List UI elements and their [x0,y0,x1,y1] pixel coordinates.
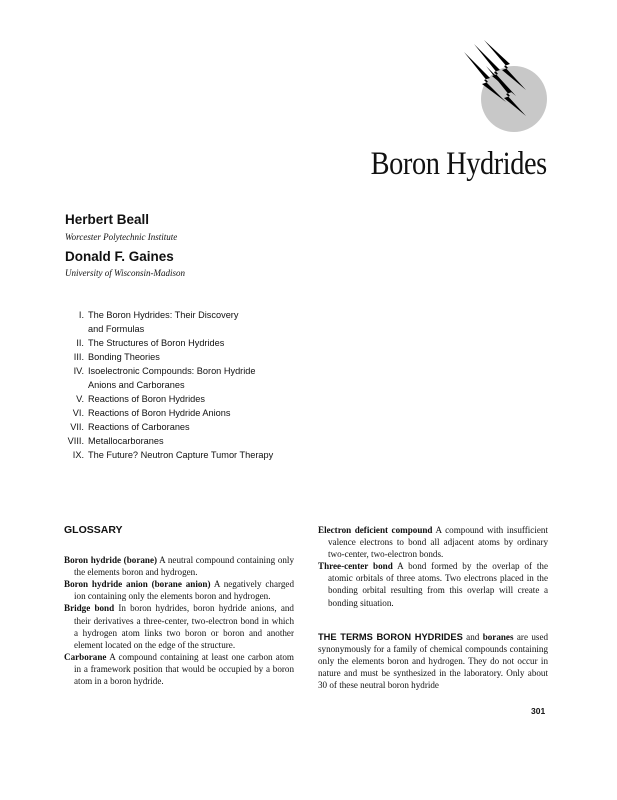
toc-item-label: The Structures of Boron Hydrides [88,338,225,348]
toc-item-label: Metallocarboranes [88,436,164,446]
toc-item [60,420,273,434]
toc-item [60,392,273,406]
toc-item-label: Isoelectronic Compounds: Boron Hydride [88,366,256,376]
toc-item-label: The Future? Neutron Capture Tumor Therapy [88,450,274,460]
glossary-term: Boron hydride (borane) [64,555,158,566]
toc-item [60,350,273,364]
glossary-term: Bridge bond [64,603,115,614]
glossary-entry [64,578,294,602]
toc-item [60,336,273,350]
toc-item-number: IV. [73,366,84,376]
glossary-term: Three-center bond [318,561,393,572]
glossary-entry [318,524,548,560]
glossary-term: Boron hydride anion (borane anion) [64,579,211,590]
toc-item [60,364,273,392]
toc-item-label: Anions and Carboranes [88,380,185,390]
glossary-entry [64,602,294,650]
toc-item-label: and Formulas [88,324,145,334]
toc-item-number: I. [78,310,84,320]
author-name-1: Herbert Beall [65,212,150,227]
glossary-entry [64,554,294,578]
toc-item-number: III. [73,352,84,362]
toc-item-label: Reactions of Carboranes [88,422,190,432]
article-title: Boron Hydrides [370,146,547,182]
toc-item-label: The Boron Hydrides: Their Discovery [88,310,239,320]
toc-item-number: V. [76,394,84,404]
lightning-bolts-logo-icon [462,40,548,134]
glossary-entry [318,560,548,608]
author-affiliation-2: University of Wisconsin-Madison [65,268,185,278]
glossary-definition: A bond formed by the overlap of the atomic orbitals of three atoms. Two electrons placed in the bonding orbital resulting from this overlap will create a bonding situation. [328,561,548,608]
toc-item-number: VIII. [67,436,84,446]
toc-item-number: VI. [72,408,84,418]
toc-item-number: VII. [70,422,84,432]
toc-item [60,434,273,448]
toc-item-number: IX. [72,450,84,460]
glossary-column [64,524,294,687]
toc-item [60,308,273,336]
glossary-term: Electron deficient compound [318,525,433,535]
glossary-definition: A neutral compound containing only the elements boron and hydrogen. [74,555,294,578]
glossary-definition: A negatively charged ion containing only the elements boron and hydrogen. [74,579,294,602]
logo-circle [481,66,547,132]
toc-item-label: Reactions of Boron Hydride Anions [88,408,231,418]
toc-item-label: Reactions of Boron Hydrides [88,394,205,404]
glossary-definition: A compound containing at least one carbon atom in a framework position that would be occupied by a boron atom in a boron hydride. [74,651,294,687]
page-number: 301 [531,706,546,716]
author-name-2: Donald F. Gaines [65,249,174,264]
author-affiliation-1: Worcester Polytechnic Institute [65,232,178,242]
table-of-contents [60,308,273,462]
toc-item-number: II. [76,338,84,348]
right-column [318,524,548,700]
glossary-heading: GLOSSARY [64,524,123,536]
glossary-term: Carborane [64,651,107,662]
glossary-entry [64,651,294,687]
glossary-definition: In boron hydrides, boron hydride anions, and their derivatives a three-center, two-electron bond in which a hydrogen atom links two boron or boron and another element located on the edge of the structure. [74,603,294,650]
toc-item [60,448,273,462]
glossary-definition: A compound with insufficient valence electrons to bond all adjacent atoms by ordinary two-center, two-electron bonds. [328,525,548,560]
toc-item-label: Bonding Theories [88,352,160,362]
toc-item [60,406,273,420]
intro-paragraph: THE TERMS BORON HYDRIDES and boranes are used synonymously for a family of chemical compounds containing only the elements boron and hydrogen. They do not occur in nature and must be synthesized in the laboratory. Only about 30 of these neutral boron hydride [318,631,549,691]
